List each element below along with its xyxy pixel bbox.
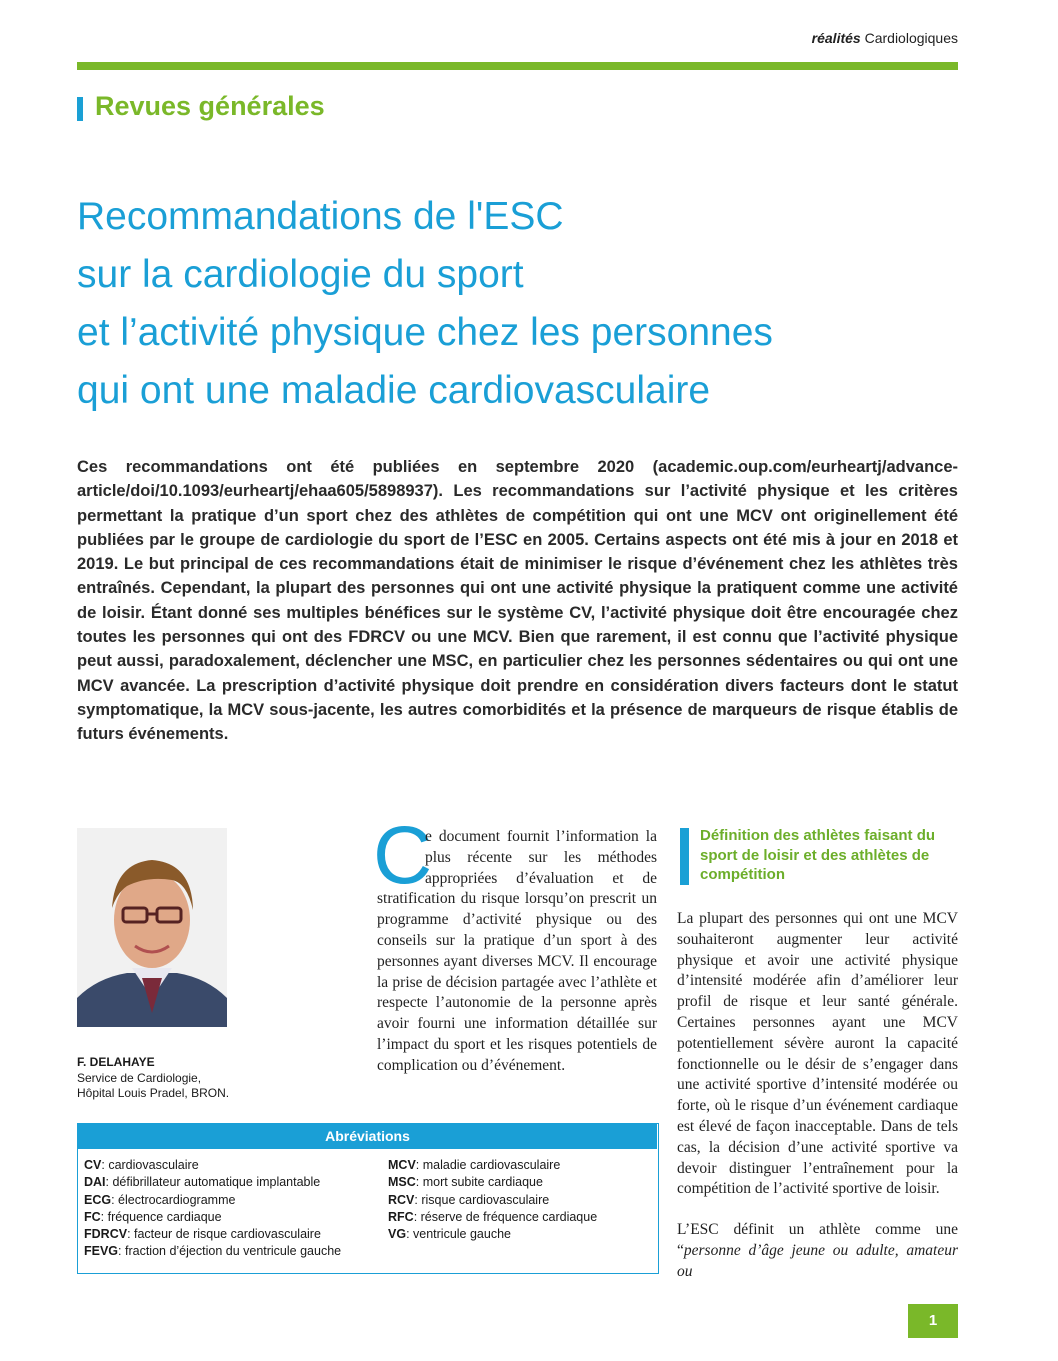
abbreviation-definition: : défibrillateur automatique implantable xyxy=(105,1175,321,1190)
subheading: Définition des athlètes faisant du sport de loisir et des athlètes de compétition xyxy=(700,827,936,883)
abbreviation-definition: : risque cardiovasculaire xyxy=(414,1192,550,1207)
abbreviation-item xyxy=(388,1226,597,1243)
abbreviation-term: CV xyxy=(84,1158,102,1172)
abbreviation-term: RFC xyxy=(388,1209,414,1224)
abbreviation-definition: : fréquence cardiaque xyxy=(100,1209,222,1224)
body-text: L’ESC définit un athlète comme une “ xyxy=(677,1221,958,1259)
abbreviation-item xyxy=(388,1157,597,1174)
title-line: Recommandations de l'ESC xyxy=(77,195,564,238)
title-line: et l’activité physique chez les personnes xyxy=(77,311,773,354)
abbreviation-term: RCV xyxy=(388,1192,415,1207)
abbreviation-item xyxy=(84,1226,341,1243)
body-column-middle xyxy=(377,827,657,1077)
abbreviation-item xyxy=(84,1174,341,1191)
drop-cap: C xyxy=(373,810,433,901)
title-line: sur la cardiologie du sport xyxy=(77,253,524,296)
body-paragraph xyxy=(677,1220,958,1282)
abbreviation-definition: : électrocardiogramme xyxy=(111,1192,236,1207)
abbreviation-term: DAI xyxy=(84,1175,106,1190)
abbreviation-definition: : réserve de fréquence cardiaque xyxy=(413,1209,598,1224)
body-text-middle: e document fournit l’information la plus récente sur les méthodes appropriées d’évaluation et de stratification du risque lorsqu’on prescrit un programme d’activité physique ou des conseils sur la pratique d’un sport à des personnes ayant diverses MCV. Il encourage la prise de décision partagée avec l’athlète et respecte l’autonomie de la personne après avoir fourni une information détaillée sur l’impact du sport et les risques potentiels de complication ou d’événement. xyxy=(377,828,657,1074)
affiliation-line: Service de Cardiologie, xyxy=(77,1071,202,1085)
abbreviation-item xyxy=(84,1209,341,1226)
abbreviation-definition: : fraction d’éjection du ventricule gauche xyxy=(118,1244,342,1259)
abbreviation-term: FEVG xyxy=(84,1244,119,1259)
dropcap-spacer xyxy=(377,827,425,889)
body-column-right xyxy=(677,909,958,1303)
author-affiliation xyxy=(77,1071,229,1101)
title-line: qui ont une maladie cardiovasculaire xyxy=(77,369,711,412)
section-title: Revues générales xyxy=(95,91,325,121)
abbreviation-term: FC xyxy=(84,1209,101,1224)
abbreviation-item xyxy=(388,1192,597,1209)
header-rule xyxy=(77,62,958,70)
subheading-marker xyxy=(680,828,689,885)
abbreviations-list-right xyxy=(388,1157,597,1243)
journal-name xyxy=(812,30,958,46)
journal-name-bold: réalités xyxy=(811,30,861,46)
abbreviation-definition: : cardiovasculaire xyxy=(101,1158,199,1172)
abbreviation-definition: : facteur de risque cardiovasculaire xyxy=(127,1227,321,1242)
abbreviation-item xyxy=(84,1243,341,1260)
abbreviation-definition: : mort subite cardiaque xyxy=(415,1175,543,1190)
abbreviation-term: MSC xyxy=(388,1175,416,1190)
body-paragraph: La plupart des personnes qui ont une MCV souhaiteront augmenter leur activité physique et avoir une activité physique d’intensité modérée afin d’améliorer leur profil de risque et leur santé générale. Certaines personnes ayant une MCV potentiellement sévère auront la capacité fonctionnelle ou le désir de s’engager dans une activité sportive d’intensité modérée ou forte, où le risque d’un événement cardiaque est élevé de façon inacceptable. Dans de tels cas, la décision d’une activité sportive va devoir distinguer l’entraînement pour la compétition de l’activité sportive de loisir. xyxy=(677,910,958,1198)
abbreviation-term: MCV xyxy=(388,1158,416,1172)
abbreviation-term: VG xyxy=(388,1227,407,1242)
body-text-italic: personne d’âge jeune ou adulte, amateur ou xyxy=(677,1241,958,1280)
abbreviations-list-left xyxy=(84,1157,341,1261)
abbreviation-term: ECG xyxy=(84,1192,112,1207)
author-portrait-image xyxy=(77,828,227,1027)
page-number: 1 xyxy=(928,1312,938,1329)
affiliation-line: Hôpital Louis Pradel, BRON. xyxy=(77,1086,230,1100)
abbreviation-definition: : maladie cardiovasculaire xyxy=(415,1158,561,1172)
intro-abstract: Ces recommandations ont été publiées en septembre 2020 (academic.oup.com/eurheartj/advance-article/doi/10.1093/eurheartj/ehaa605/5898937). Les recommandations sur l’activité physique et les critères permettant la pratique d’un sport chez des athlètes de compétition qui ont une MCV ont originellement été publiées par le groupe de cardiologie du sport de l’ESC en 2005. Certains aspects ont été mis à jour en 2018 et 2019. Le but principal de ces recommandations était de minimiser le risque d’événement chez les athlètes très entraînés. Cependant, la plupart des personnes qui ont une activité physique la pratiquent comme une activité de loisir. Étant donné ses multiples bénéfices sur le système CV, l’activité physique doit être encouragée chez toutes les personnes qui ont des FDRCV ou une MCV. Bien que rarement, il est connu que l’activité physique peut aussi, paradoxalement, déclencher une MSC, en particulier chez les personnes sédentaires ou qui ont une MCV avancée. La prescription d’activité physique doit prendre en considération divers facteurs dont le statut symptomatique, la MCV sous-jacente, les autres comorbidités et la présence de marqueurs de risque établis de futurs événements. xyxy=(77,458,958,744)
abbreviation-item xyxy=(388,1174,597,1191)
abbreviations-heading: Abréviations xyxy=(78,1124,657,1149)
abbreviation-term: FDRCV xyxy=(84,1227,128,1242)
author-photo xyxy=(77,828,227,1027)
abbreviation-item xyxy=(388,1209,597,1226)
abbreviation-item xyxy=(84,1192,341,1209)
section-marker xyxy=(77,97,83,121)
journal-name-rest: Cardiologiques xyxy=(860,30,958,46)
article-title xyxy=(77,188,977,420)
author-name: F. DELAHAYE xyxy=(77,1055,155,1069)
abbreviation-item xyxy=(84,1157,341,1174)
abbreviation-definition: : ventricule gauche xyxy=(406,1227,511,1242)
